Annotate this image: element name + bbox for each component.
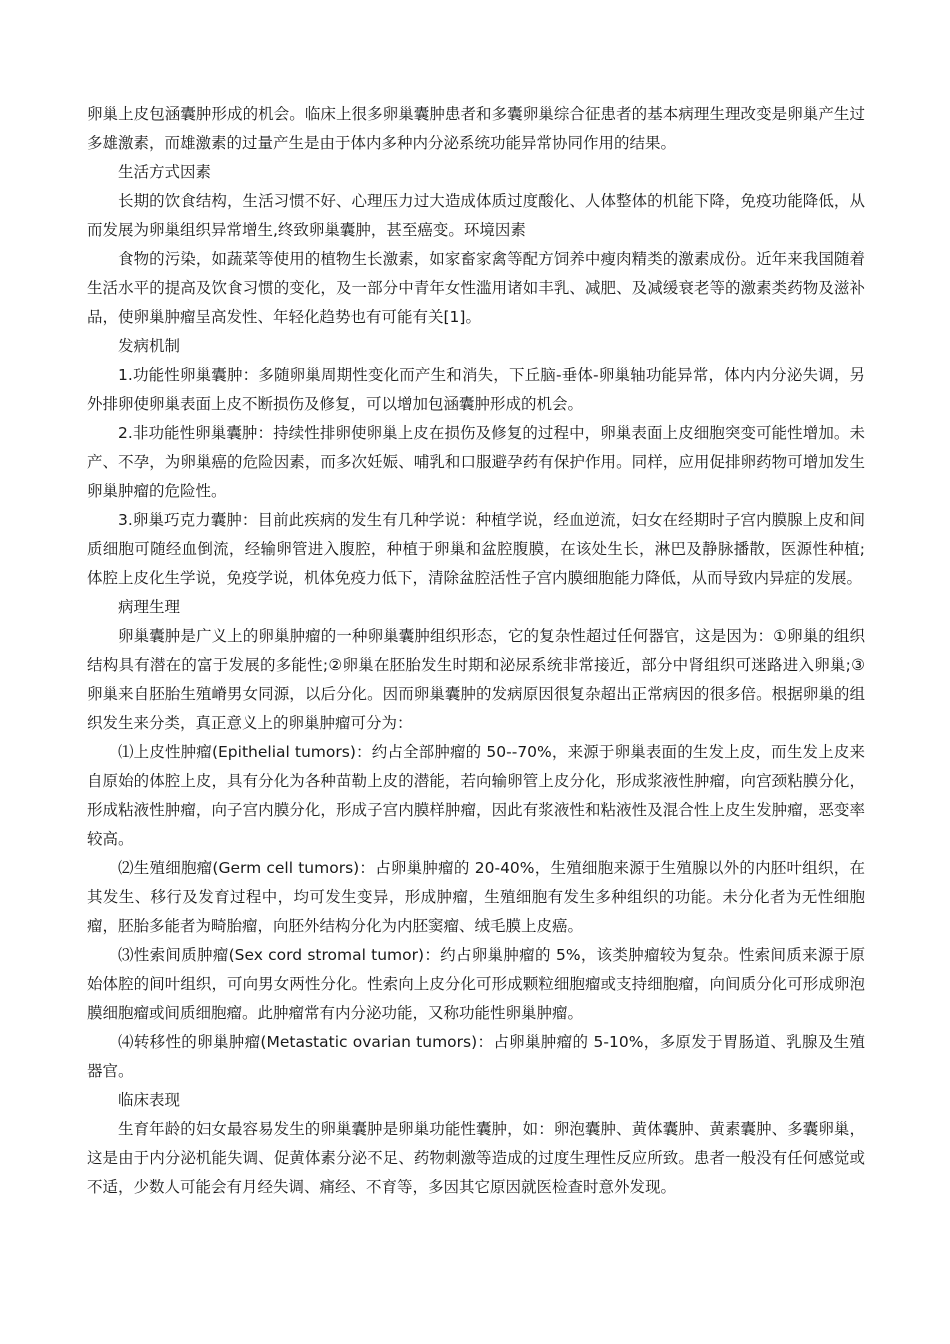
- pathogenesis-item-2: 2.非功能性卵巢囊肿：持续性排卵使卵巢上皮在损伤及修复的过程中，卵巢表面上皮细胞突变可能性增加。未产、不孕，为卵巢癌的危险因素，而多次妊娠、哺乳和口服避孕药有保护作用。同样，应用促排卵药物可增加发生卵巢肿瘤的危险性。: [87, 424, 865, 500]
- tumor-type-2: ⑵生殖细胞瘤(Germ cell tumors)：占卵巢肿瘤的 20-40%，生殖细胞来源于生殖腺以外的内胚叶组织，在其发生、移行及发育过程中，均可发生变异，形成肿瘤，生殖细胞有发生多种组织的功能。未分化者为无性细胞瘤，胚胎多能者为畸胎瘤，向胚外结构分化为内胚窦瘤、绒毛膜上皮癌。: [87, 859, 865, 935]
- section-heading-clinical: 临床表现: [118, 1091, 181, 1109]
- section-heading-lifestyle: 生活方式因素: [118, 163, 212, 181]
- clinical-paragraph: 生育年龄的妇女最容易发生的卵巢囊肿是卵巢功能性囊肿，如：卵泡囊肿、黄体囊肿、黄素囊肿、多囊卵巢，这是由于内分泌机能失调、促黄体素分泌不足、药物刺激等造成的过度生理性反应所致。患者一般没有任何感觉或不适，少数人可能会有月经失调、痛经、不育等，多因其它原因就医检查时意外发现。: [87, 1120, 865, 1196]
- environment-paragraph: 食物的污染，如蔬菜等使用的植物生长激素，如家畜家禽等配方饲养中瘦肉精类的激素成份。近年来我国随着生活水平的提高及饮食习惯的变化，及一部分中青年女性滥用诸如丰乳、减肥、及减缓衰老等的激素类药物及滋补品，使卵巢肿瘤呈高发性、年轻化趋势也有可能有关[1]。: [87, 250, 865, 326]
- section-heading-pathophysiology: 病理生理: [118, 598, 181, 616]
- tumor-type-3: ⑶性索间质肿瘤(Sex cord stromal tumor)：约占卵巢肿瘤的 5%，该类肿瘤较为复杂。性索间质来源于原始体腔的间叶组织，可向男女两性分化。性索向上皮分化可形成颗粒细胞瘤或支持细胞瘤，向间质分化可形成卵泡膜细胞瘤或间质细胞瘤。此肿瘤常有内分泌功能，又称功能性卵巢肿瘤。: [87, 946, 865, 1022]
- pathogenesis-item-3: 3.卵巢巧克力囊肿：目前此疾病的发生有几种学说：种植学说，经血逆流，妇女在经期时子宫内膜腺上皮和间质细胞可随经血倒流，经输卵管进入腹腔，种植于卵巢和盆腔腹膜，在该处生长，淋巴及静脉播散，医源性种植;体腔上皮化生学说，免疫学说，机体免疫力低下，清除盆腔活性子宫内膜细胞能力降低，从而导致内异症的发展。: [87, 511, 865, 587]
- document-page: [87, 100, 865, 1202]
- intro-paragraph: 卵巢上皮包涵囊肿形成的机会。临床上很多卵巢囊肿患者和多囊卵巢综合征患者的基本病理生理改变是卵巢产生过多雄激素，而雄激素的过量产生是由于体内多种内分泌系统功能异常协同作用的结果。: [87, 105, 865, 152]
- pathogenesis-item-1: 1.功能性卵巢囊肿：多随卵巢周期性变化而产生和消失，下丘脑-垂体-卵巢轴功能异常，体内内分泌失调，另外排卵使卵巢表面上皮不断损伤及修复，可以增加包涵囊肿形成的机会。: [87, 366, 865, 413]
- section-heading-pathogenesis: 发病机制: [118, 337, 181, 355]
- tumor-type-4: ⑷转移性的卵巢肿瘤(Metastatic ovarian tumors)：占卵巢肿瘤的 5-10%，多原发于胃肠道、乳腺及生殖器官。: [87, 1033, 865, 1080]
- pathophysiology-paragraph: 卵巢囊肿是广义上的卵巢肿瘤的一种卵巢囊肿组织形态，它的复杂性超过任何器官，这是因为：①卵巢的组织结构具有潜在的富于发展的多能性;②卵巢在胚胎发生时期和泌尿系统非常接近，部分中肾组织可迷路进入卵巢;③卵巢来自胚胎生殖嵴男女同源，以后分化。因而卵巢囊肿的发病原因很复杂超出正常病因的很多倍。根据卵巢的组织发生来分类，真正意义上的卵巢肿瘤可分为：: [87, 627, 865, 732]
- lifestyle-paragraph: 长期的饮食结构，生活习惯不好、心理压力过大造成体质过度酸化、人体整体的机能下降，免疫功能降低，从而发展为卵巢组织异常增生,终致卵巢囊肿，甚至癌变。环境因素: [87, 192, 865, 239]
- tumor-type-1: ⑴上皮性肿瘤(Epithelial tumors)：约占全部肿瘤的 50--70%，来源于卵巢表面的生发上皮，而生发上皮来自原始的体腔上皮，具有分化为各种苗勒上皮的潜能，若向输卵管上皮分化，形成浆液性肿瘤，向宫颈粘膜分化，形成粘液性肿瘤，向子宫内膜分化，形成子宫内膜样肿瘤，因此有浆液性和粘液性及混合性上皮生发肿瘤，恶变率较高。: [87, 743, 865, 848]
